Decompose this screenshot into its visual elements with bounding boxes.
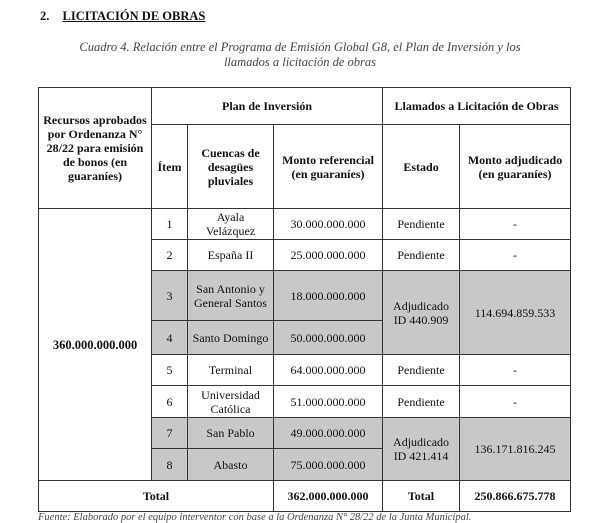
- item-number: 3: [152, 271, 188, 321]
- estado: Pendiente: [383, 209, 460, 240]
- header-plan: Plan de Inversión: [152, 88, 383, 125]
- cuenca-name: Santo Domingo: [188, 321, 274, 355]
- monto-referencial: 51.000.000.000: [274, 386, 383, 418]
- section-number: 2.: [40, 9, 50, 23]
- header-item: Ítem: [152, 125, 188, 209]
- cuenca-name: Ayala Velázquez: [188, 209, 274, 240]
- caption-line-2: llamados a licitación de obras: [223, 55, 377, 69]
- monto-adjudicado: -: [460, 386, 571, 418]
- header-monto-referencial: Monto referencial (en guaraníes): [274, 125, 383, 209]
- monto-adjudicado: 114.694.859.533: [460, 271, 571, 355]
- estado: Adjudicado ID 421.414: [383, 418, 460, 481]
- item-number: 2: [152, 240, 188, 271]
- monto-adjudicado: -: [460, 355, 571, 386]
- header-row-1: [39, 88, 571, 125]
- total-label-2: Total: [383, 481, 460, 512]
- item-number: 4: [152, 321, 188, 355]
- section-title: LICITACIÓN DE OBRAS: [62, 9, 206, 23]
- monto-referencial: 30.000.000.000: [274, 209, 383, 240]
- total-monto-adjudicado: 250.866.675.778: [460, 481, 571, 512]
- monto-adjudicado: 136.171.816.245: [460, 418, 571, 481]
- recursos-value: 360.000.000.000: [39, 209, 152, 481]
- total-label: Total: [39, 481, 274, 512]
- estado: Adjudicado ID 440.909: [383, 271, 460, 355]
- investment-table: [38, 87, 571, 512]
- cuenca-name: San Pablo: [188, 418, 274, 449]
- item-number: 6: [152, 386, 188, 418]
- source-footnote: Fuente: Elaborado por el equipo interventor con base a la Ordenanza N° 28/22 de la Junta Municipal.: [38, 512, 472, 523]
- section-heading: [40, 9, 205, 24]
- item-number: 1: [152, 209, 188, 240]
- cuenca-name: San Antonio y General Santos: [188, 271, 274, 321]
- monto-referencial: 18.000.000.000: [274, 271, 383, 321]
- item-number: 8: [152, 449, 188, 481]
- item-number: 5: [152, 355, 188, 386]
- estado: Pendiente: [383, 355, 460, 386]
- monto-adjudicado: -: [460, 209, 571, 240]
- monto-referencial: 64.000.000.000: [274, 355, 383, 386]
- monto-referencial: 25.000.000.000: [274, 240, 383, 271]
- monto-referencial: 50.000.000.000: [274, 321, 383, 355]
- monto-referencial: 49.000.000.000: [274, 418, 383, 449]
- item-number: 7: [152, 418, 188, 449]
- table-row: [39, 209, 571, 240]
- table-caption: [40, 40, 560, 70]
- cuenca-name: Abasto: [188, 449, 274, 481]
- header-monto-adjudicado: Monto adjudicado (en guaraníes): [460, 125, 571, 209]
- total-row: [39, 481, 571, 512]
- total-monto-referencial: 362.000.000.000: [274, 481, 383, 512]
- monto-adjudicado: -: [460, 240, 571, 271]
- header-estado: Estado: [383, 125, 460, 209]
- cuenca-name: Universidad Católica: [188, 386, 274, 418]
- header-recursos: Recursos aprobados por Ordenanza N° 28/22 para emisión de bonos (en guaraníes): [39, 88, 152, 209]
- estado: Pendiente: [383, 386, 460, 418]
- cuenca-name: España II: [188, 240, 274, 271]
- caption-line-1: Cuadro 4. Relación entre el Programa de Emisión Global G8, el Plan de Inversión y los: [79, 40, 521, 54]
- cuenca-name: Terminal: [188, 355, 274, 386]
- estado: Pendiente: [383, 240, 460, 271]
- header-llamados: Llamados a Licitación de Obras: [383, 88, 571, 125]
- header-cuencas: Cuencas de desagües pluviales: [188, 125, 274, 209]
- monto-referencial: 75.000.000.000: [274, 449, 383, 481]
